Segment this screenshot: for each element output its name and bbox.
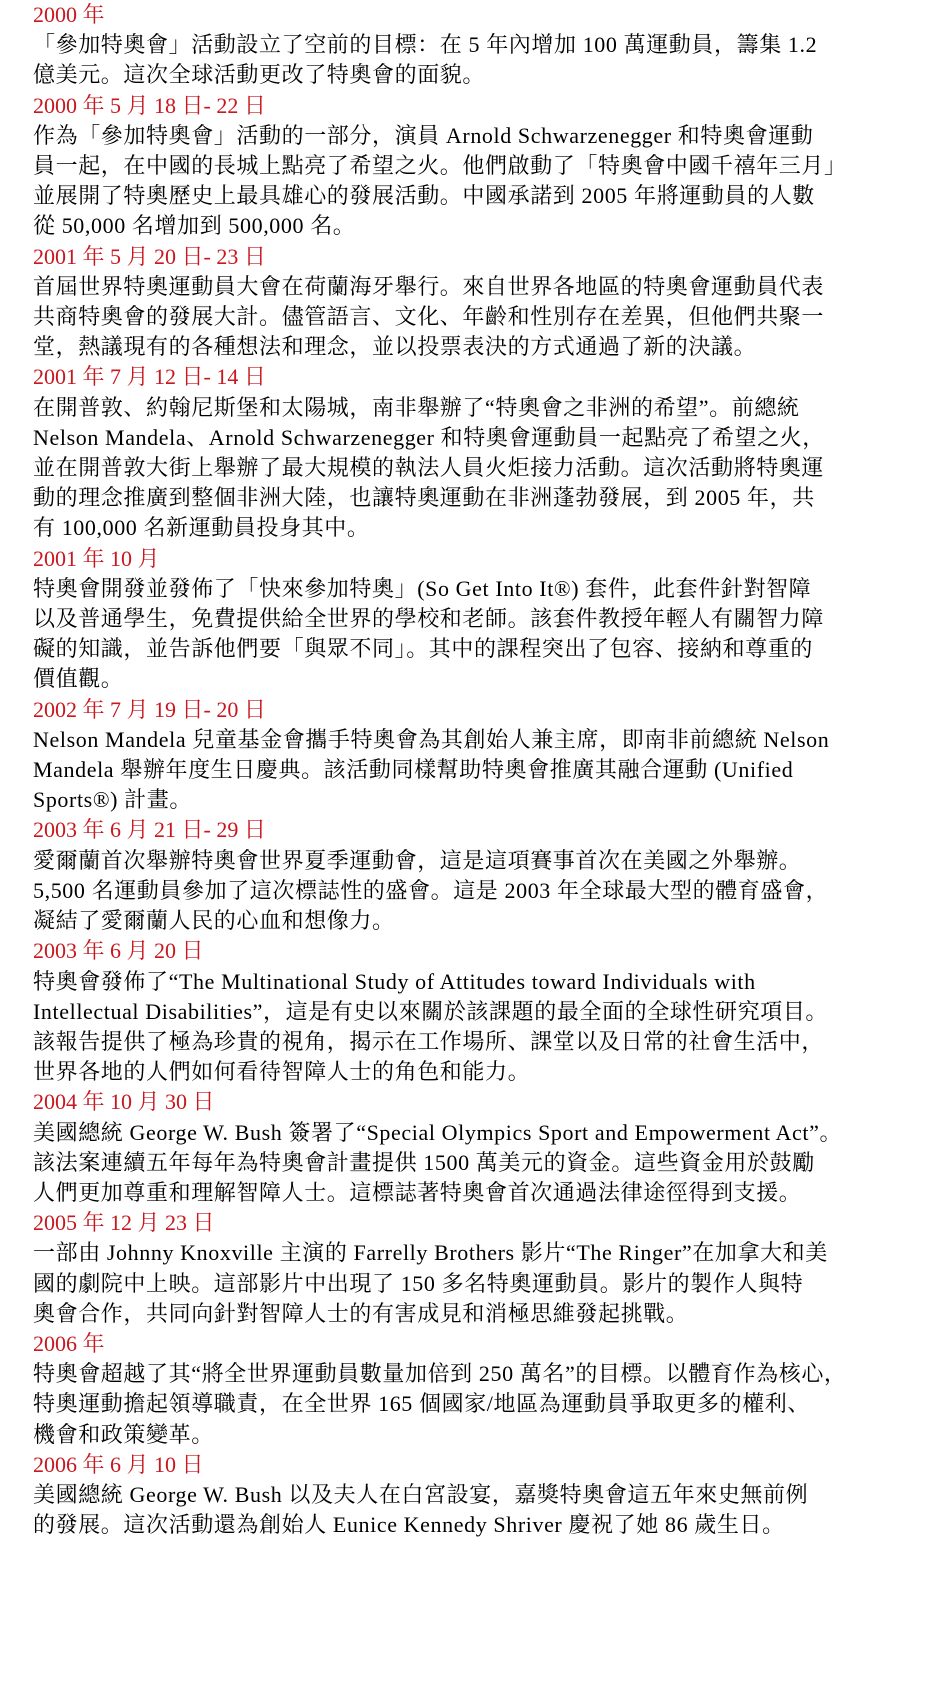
entry-date: 2001 年 5 月 20 日- 23 日	[33, 243, 266, 269]
timeline-entry	[33, 242, 913, 363]
text-line: Sports®) 計畫。	[33, 787, 192, 813]
timeline-entry	[33, 695, 913, 816]
text-line: 員一起，在中國的長城上點亮了希望之火。他們啟動了「特奧會中國千禧年三月」	[33, 153, 847, 179]
text-line: 「參加特奧會」活動設立了空前的目標：在 5 年內增加 100 萬運動員，籌集 1.2	[33, 32, 818, 58]
text-line: 世界各地的人們如何看待智障人士的角色和能力。	[33, 1059, 531, 1085]
entry-description	[33, 30, 913, 90]
timeline-entry	[33, 1208, 913, 1329]
text-line: 國的劇院中上映。這部影片中出現了 150 多名特奧運動員。影片的製作人與特	[33, 1270, 804, 1296]
text-line: 動的理念推廣到整個非洲大陸，也讓特奧運動在非洲蓬勃發展，到 2005 年，共	[33, 485, 815, 511]
text-line: 在開普敦、約翰尼斯堡和太陽城，南非舉辦了“特奧會之非洲的希望”。前總統	[33, 394, 800, 420]
text-line: 堂，熱議現有的各種想法和理念，並以投票表決的方式通過了新的決議。	[33, 334, 757, 360]
timeline-entry	[33, 1087, 913, 1208]
entry-description	[33, 574, 913, 695]
text-line: 該報告提供了極為珍貴的視角，揭示在工作場所、課堂以及日常的社會生活中，	[33, 1028, 825, 1054]
text-line: 價值觀。	[33, 666, 124, 692]
entry-date: 2005 年 12 月 23 日	[33, 1210, 215, 1236]
text-line: 一部由 Johnny Knoxville 主演的 Farrelly Brothers 影片“The Ringer”在加拿大和美	[33, 1240, 828, 1266]
text-line: Mandela 舉辦年度生日慶典。該活動同樣幫助特奧會推廣其融合運動 (Unified	[33, 757, 794, 783]
entry-description	[33, 393, 913, 544]
text-line: 的發展。這次活動還為創始人 Eunice Kennedy Shriver 慶祝了她 86 歲生日。	[33, 1512, 785, 1538]
text-line: 美國總統 George W. Bush 簽署了“Special Olympics Sport and Empowerment Act”。	[33, 1119, 843, 1145]
text-line: 機會和政策變革。	[33, 1421, 214, 1447]
entry-description	[33, 121, 913, 242]
timeline-entry	[33, 936, 913, 1087]
entry-date: 2006 年 6 月 10 日	[33, 1451, 204, 1477]
entry-date: 2000 年 5 月 18 日- 22 日	[33, 92, 266, 118]
text-line: 奧會合作，共同向針對智障人士的有害成見和消極思維發起挑戰。	[33, 1300, 689, 1326]
text-line: 美國總統 George W. Bush 以及夫人在白宮設宴，嘉獎特奧會這五年來史無前例	[33, 1481, 809, 1507]
entry-description	[33, 846, 913, 937]
entry-date: 2001 年 10 月	[33, 545, 160, 571]
text-line: 以及普通學生，免費提供給全世界的學校和老師。該套件教授年輕人有關智力障	[33, 606, 825, 632]
entry-description	[33, 1118, 913, 1209]
text-line: 並在開普敦大街上舉辦了最大規模的執法人員火炬接力活動。這次活動將特奧運	[33, 455, 825, 481]
text-line: 5,500 名運動員參加了這次標誌性的盛會。這是 2003 年全球最大型的體育盛會，	[33, 877, 829, 903]
text-line: 特奧會開發並發佈了「快來參加特奧」(So Get Into It®) 套件，此套件針對智障	[33, 575, 812, 601]
timeline-document	[33, 0, 913, 1540]
entry-description	[33, 1480, 913, 1540]
timeline-entry	[33, 362, 913, 543]
text-line: 特奧運動擔起領導職責，在全世界 165 個國家/地區為運動員爭取更多的權利、	[33, 1391, 810, 1417]
entry-date: 2004 年 10 月 30 日	[33, 1089, 215, 1115]
entry-description	[33, 1238, 913, 1329]
text-line: 作為「參加特奧會」活動的一部分，演員 Arnold Schwarzenegger 和特奧會運動	[33, 122, 814, 148]
entry-date: 2000 年	[33, 2, 105, 27]
text-line: 首屆世界特奧運動員大會在荷蘭海牙舉行。來自世界各地區的特奧會運動員代表	[33, 273, 825, 299]
entry-date: 2003 年 6 月 21 日- 29 日	[33, 817, 266, 843]
timeline-entry	[33, 0, 913, 91]
text-line: 並展開了特奧歷史上最具雄心的發展活動。中國承諾到 2005 年將運動員的人數	[33, 183, 815, 209]
entry-description	[33, 272, 913, 363]
text-line: 億美元。這次全球活動更改了特奧會的面貌。	[33, 62, 486, 88]
entry-date: 2002 年 7 月 19 日- 20 日	[33, 696, 266, 722]
text-line: 從 50,000 名增加到 500,000 名。	[33, 213, 356, 239]
timeline-entry	[33, 1329, 913, 1450]
text-line: 特奧會超越了其“將全世界運動員數量加倍到 250 萬名”的目標。以體育作為核心，	[33, 1361, 847, 1387]
entry-date: 2001 年 7 月 12 日- 14 日	[33, 364, 266, 390]
text-line: 共商特奧會的發展大計。儘管語言、文化、年齡和性別存在差異，但他們共聚一	[33, 304, 825, 330]
text-line: Intellectual Disabilities”，這是有史以來關於該課題的最全面的全球性研究項目。	[33, 998, 829, 1024]
text-line: Nelson Mandela 兒童基金會攜手特奧會為其創始人兼主席，即南非前總統 Nelson	[33, 726, 830, 752]
text-line: 有 100,000 名新運動員投身其中。	[33, 515, 370, 541]
timeline-entry	[33, 91, 913, 242]
timeline-entry	[33, 815, 913, 936]
text-line: 人們更加尊重和理解智障人士。這標誌著特奧會首次通過法律途徑得到支援。	[33, 1179, 802, 1205]
entry-date: 2006 年	[33, 1330, 105, 1356]
timeline-entry	[33, 544, 913, 695]
text-line: 特奧會發佈了“The Multinational Study of Attitudes toward Individuals with	[33, 968, 756, 994]
entry-description	[33, 725, 913, 816]
text-line: Nelson Mandela、Arnold Schwarzenegger 和特奧會運動員一起點亮了希望之火，	[33, 424, 825, 450]
text-line: 該法案連續五年每年為特奧會計畫提供 1500 萬美元的資金。這些資金用於鼓勵	[33, 1149, 815, 1175]
entry-date: 2003 年 6 月 20 日	[33, 938, 204, 964]
entry-description	[33, 967, 913, 1088]
text-line: 礙的知識，並告訴他們要「與眾不同」。其中的課程突出了包容、接納和尊重的	[33, 636, 814, 662]
text-line: 凝結了愛爾蘭人民的心血和想像力。	[33, 908, 395, 934]
text-line: 愛爾蘭首次舉辦特奧會世界夏季運動會，這是這項賽事首次在美國之外舉辦。	[33, 847, 802, 873]
entry-description	[33, 1359, 913, 1450]
timeline-entry	[33, 1450, 913, 1541]
